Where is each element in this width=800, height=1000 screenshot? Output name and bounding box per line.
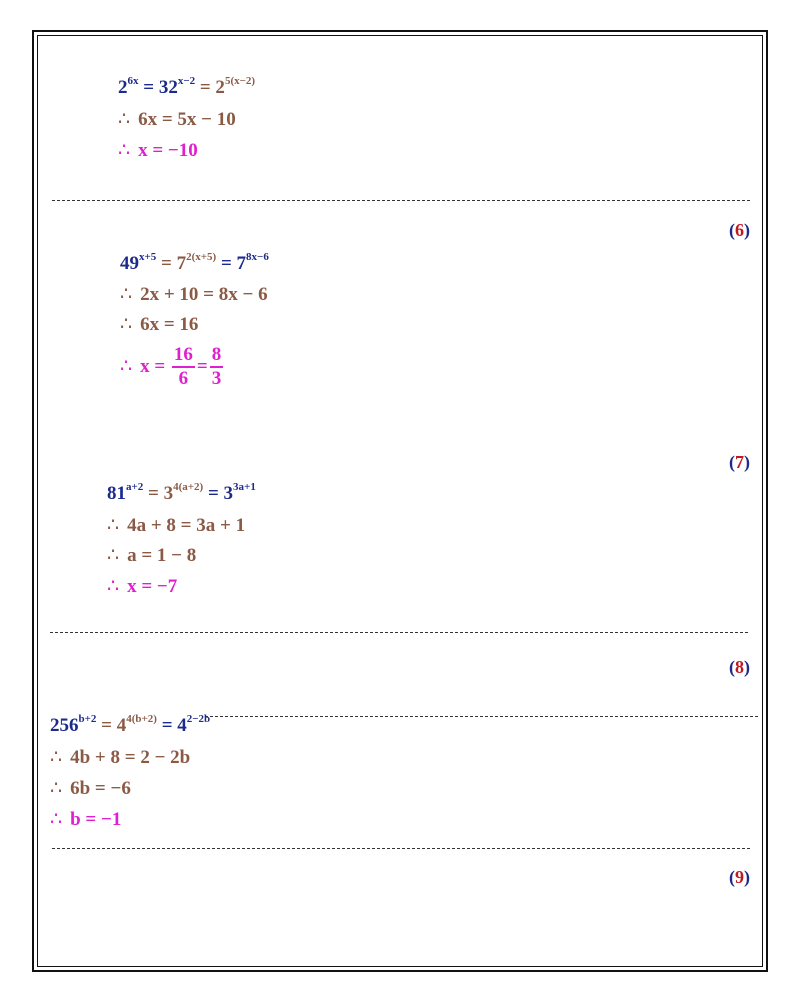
equation-line: ∴ 6b = −6 <box>50 778 131 799</box>
equation-line: ∴ 6x = 16 <box>120 314 199 335</box>
equation-line: $2^{6x} = 32^{x-2} = 2^{5(x-2)}$ <box>118 75 256 98</box>
equation-line: ∴ 4a + 8 = 3a + 1 <box>107 515 246 536</box>
solution-line: ∴ b = −1 <box>50 809 122 830</box>
problem-number: (9) <box>729 867 750 887</box>
section-divider <box>52 200 750 201</box>
equation-line: ∴ a = 1 − 8 <box>107 545 197 566</box>
solution-line: ∴ x = $\frac{16}{6}$ = $\frac{8}{3}$ <box>120 344 222 389</box>
equation-line: $256^{b+2} = 4^{4(b+2)} = 4^{2-2b}$ <box>50 713 211 736</box>
equation-line: ∴ 4b + 8 = 2 − 2b <box>50 747 191 768</box>
solution-line: ∴ x = −10 <box>118 140 198 161</box>
equation-line: ∴ 2x + 10 = 8x − 6 <box>120 284 268 305</box>
solution-line: ∴ x = −7 <box>107 576 178 597</box>
section-divider <box>205 716 758 717</box>
section-divider <box>50 632 748 633</box>
section-divider <box>52 848 750 849</box>
equation-line: ∴ 6x = 5x − 10 <box>118 109 236 130</box>
problem-number: (6) <box>729 220 750 240</box>
equation-line: $81^{a+2} = 3^{4(a+2)} = 3^{3a+1}$ <box>107 481 256 504</box>
problem-number: (7) <box>729 452 750 472</box>
fraction: $\frac{8}{3}$ <box>211 344 222 389</box>
equation-line: $49^{x+5} = 7^{2(x+5)} = 7^{8x-6}$ <box>120 251 269 274</box>
fraction: $\frac{16}{6}$ <box>173 344 193 389</box>
problem-number: (8) <box>729 657 750 677</box>
